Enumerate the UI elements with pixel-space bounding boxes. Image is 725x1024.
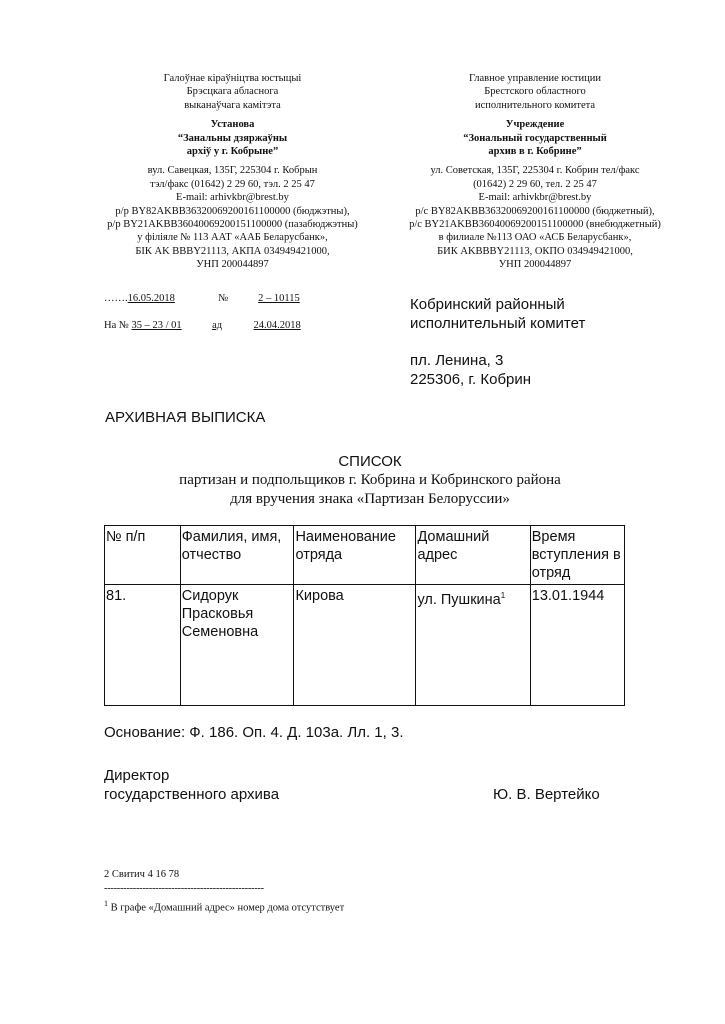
row-address: ул. Пушкина [417,591,501,608]
org-account: р/с BY21AKBB36040069200151100000 (внебюджетный) [409,219,661,231]
signatory-name: Ю. В. Вертейко [493,786,600,803]
org-account: р/р BY82AKBB36320069200161100000 (бюджэтны), [115,205,350,217]
recipient-street: пл. Ленина, 3 [410,352,504,369]
ref-date: 24.04.2018 [253,320,301,331]
org-account: р/с BY82AKBB36320069200161100000 (бюджетный), [415,205,655,217]
row-full-name: Сидорук Прасковья Семеновна [180,585,294,706]
org-email: E-mail: arhivkbr@brest.by [176,192,289,204]
org-name: архив в г. Кобрине” [488,146,582,158]
ministry-line: Брэсцкага абласнога [186,86,279,98]
table-header-cell: Домашний адрес [416,526,530,585]
list-heading-subtitle: партизан и подпольщиков г. Кобрина и Кобринского района [179,472,561,488]
list-heading [100,452,640,509]
org-bank: в филиале №113 ОАО «АСБ Беларусбанк», [438,232,632,244]
number-label: № [218,293,229,304]
row-address-cell [416,585,530,706]
org-unp: УНП 200044897 [498,259,572,271]
table-header-cell: Время вступления в отряд [530,526,624,585]
row-unit: Кирова [294,585,416,706]
org-bank: у філіяле № 113 ААТ «ААБ Беларусбанк», [137,232,328,244]
table-header-cell: Фамилия, имя, отчество [180,526,294,585]
ministry-line: Галоўнае кіраўніцтва юстыцыі [163,73,302,84]
org-account: р/р BY21AKBB36040069200151100000 (пазабюджэтны) [107,219,358,231]
footnote-ref: 1 [500,591,506,600]
table-header-cell: Наименование отряда [294,526,416,585]
ministry-line: исполнительного комитета [474,99,596,111]
outgoing-date: 16.05.2018 [127,293,175,304]
recipient-line: исполнительный комитет [410,315,586,332]
outgoing-number: 2 – 10115 [258,293,300,304]
basis-line: Основание: Ф. 186. Оп. 4. Д. 103а. Лл. 1, 3. [104,724,404,741]
org-phone: (01642) 2 29 60, тел. 2 25 47 [473,178,597,190]
list-heading-subtitle: для вручения знака «Партизан Белоруссии» [230,491,510,507]
row-number: 81. [105,585,181,706]
org-address: ул. Советская, 135Г, 225304 г. Кобрин тел/факс [430,165,640,177]
reference-line [104,320,301,331]
header-russian [395,72,675,272]
footnote-text: В графе «Домашний адрес» номер дома отсутствует [108,902,345,914]
org-bik: БІК AK BBBY21113, АКПА 034949421000, [135,245,330,257]
executor-line: 2 Свитич 4 16 78 [104,869,180,880]
header-belarusian [100,72,365,272]
org-label: Учреждение [505,119,565,131]
signatory-position [104,766,279,804]
org-name: “Зональный государственный [463,132,607,144]
partisan-table [104,525,625,706]
position-line: государственного архива [104,786,280,803]
recipient-name [410,295,585,333]
org-address: вул. Савецкая, 135Г, 225304 г. Кобрын [147,165,318,177]
org-bik: БИК AKBBBY21113, ОКПО 034949421000, [437,245,633,257]
table-header-row [105,526,625,585]
ministry-line: Главное управление юстиции [468,73,601,84]
ministry-line: выканаўчага камітэта [184,99,281,111]
ministry-line: Брестского областного [484,86,586,98]
org-label: Установа [210,119,255,131]
org-name: архіў у г. Кобрыне” [186,146,279,158]
recipient-address [410,351,531,389]
list-heading-title: СПИСОК [338,453,402,470]
footnote [104,897,344,915]
ref-label: На № [104,320,129,331]
position-line: Директор [104,767,170,784]
ref-number: 35 – 23 / 01 [131,320,182,331]
row-join-date: 13.01.1944 [530,585,624,706]
document-title: АРХИВНАЯ ВЫПИСКА [105,409,266,426]
outgoing-date-number [104,293,319,304]
org-email: E-mail: arhivkbr@brest.by [478,192,592,204]
recipient-line: Кобринский районный [410,296,565,313]
org-unp: УНП 200044897 [196,259,269,271]
date-prefix: ……. [104,293,128,304]
org-phone: тэл/факс (01642) 2 29 60, тэл. 2 25 47 [150,178,315,190]
footnote-separator: -------------------------------------------------- [104,883,264,894]
org-name: “Занальны дзяржаўны [177,132,288,144]
recipient-city: 225306, г. Кобрин [410,371,532,388]
ref-from: ад [212,320,223,331]
table-header-cell: № п/п [105,526,181,585]
footnote-mark: 1 [104,899,108,908]
table-row [105,585,625,706]
